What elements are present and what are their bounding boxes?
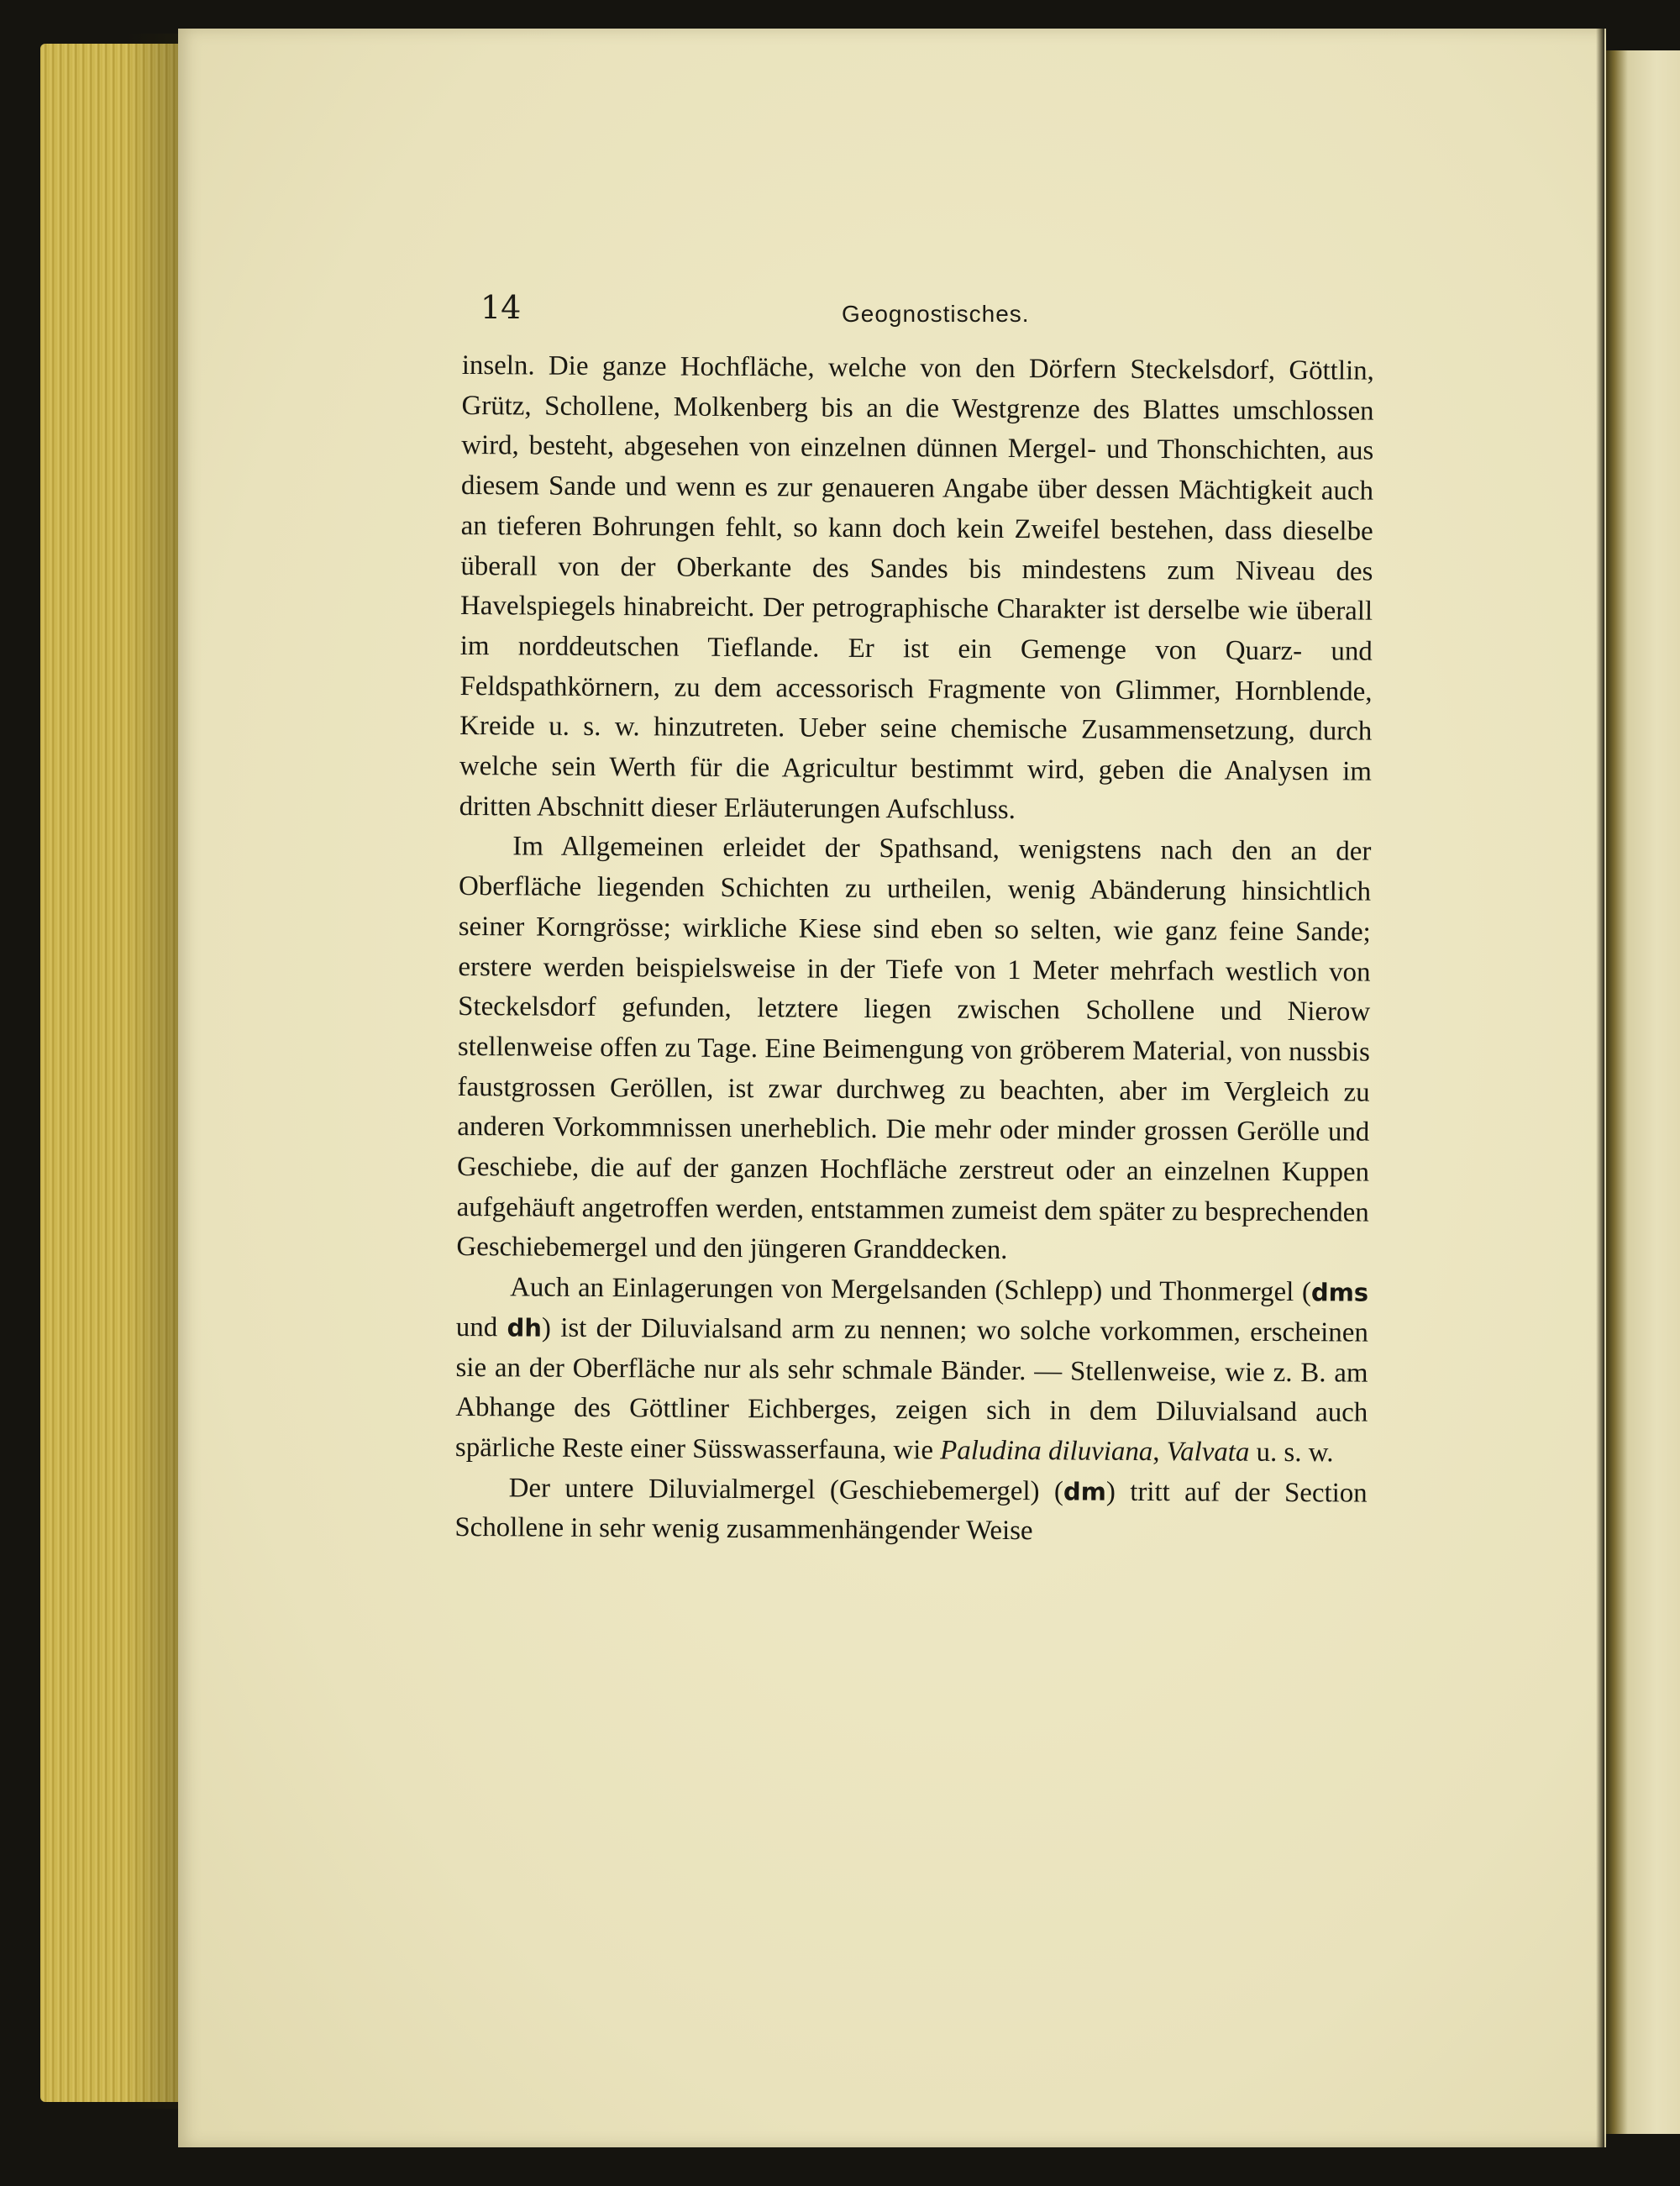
map-symbol-dms: dms: [1310, 1278, 1369, 1307]
paragraph-3-text-b: und: [455, 1311, 507, 1343]
paragraph-4: [454, 1469, 1368, 1554]
species-name-valvata: Valvata: [1166, 1437, 1250, 1468]
paragraph-4-text-a: Der untere Diluvialmergel (Geschiebemergel) (: [508, 1473, 1064, 1507]
paragraph-4-text-b: ) tritt auf der Section Schollene in sehr wenig zusammenhängender Weise: [454, 1476, 1368, 1547]
paragraph-3: [455, 1268, 1368, 1474]
gutter-shadow: [1596, 29, 1604, 2147]
paragraph-2: Im Allgemeinen erleidet der Spathsand, wenigstens nach den an der Oberfläche liegenden Schichten zu urtheilen, wenig Abänderung hinsichtlich seiner Korngrösse; wirkliche Kiese sind eben so selten, wie ganz feine Sande; erstere werden beispielsweise in der Tiefe von 1 Meter mehrfach westlich von Steckelsdorf gefunden, letztere liegen zwischen Schollene und Nierow stellenweise offen zu Tage. Eine Beimengung von gröberem Material, von nussbis faustgrossen Geröllen, ist zwar durchweg zu beachten, aber im Vergleich zu anderen Vorkommnissen unerheblich. Die mehr oder minder grossen Gerölle und Geschiebe, die auf der ganzen Hochfläche zerstreut oder an einzelnen Kuppen aufgehäuft angetroffen werden, entstammen zumeist dem später zu besprechenden Geschiebemergel und den jüngeren Granddecken.: [456, 831, 1372, 1266]
paragraph-3-text-e: u. s. w.: [1249, 1437, 1334, 1469]
body-text: [454, 346, 1374, 1554]
paragraph-3-text-a: Auch an Einlagerungen von Mergelsanden (Schlepp) und Thonmergel (: [510, 1272, 1311, 1308]
paragraph-3-text-d: ,: [1152, 1437, 1167, 1468]
paragraph-1: inseln. Die ganze Hochfläche, welche von den Dörfern Steckelsdorf, Göttlin, Grütz, Schollene, Molkenberg bis an die Westgrenze des Blattes umschlossen wird, besteht, abgesehen von einzelnen dünnen Mergel- und Thonschichten, aus diesem Sande und wenn es zur genaueren Angabe über dessen Mächtigkeit auch an tieferen Bohrungen fehlt, so kann doch kein Zweifel bestehen, dass dieselbe überall von der Oberkante des Sandes bis mindestens zum Niveau des Havelspiegels hinabreicht. Der petrographische Charakter ist derselbe wie überall im norddeutschen Tieflande. Er ist ein Gemenge von Quarz- und Feldspathkörnern, zu dem accessorisch Fragmente von Glimmer, Hornblende, Kreide u. s. w. hinzutreten. Ueber seine chemische Zusammensetzung, durch welche sein Werth für die Agricultur bestimmt wird, geben die Analysen im dritten Abschnitt dieser Erläuterungen Aufschluss.: [459, 349, 1374, 825]
page-number: 14: [480, 289, 522, 326]
running-head: [480, 282, 1404, 333]
paragraph-3-text-c: ) ist der Diluvialsand arm zu nennen; wo solche vorkommen, erscheinen sie an der Oberfläche nur als sehr schmale Bänder. — Stellenweise, wie z. B. am Abhange des Göttliner Eichberges, zeigen sich in dem Diluvialsand auch spärliche Reste einer Süsswasserfauna, wie: [454, 1312, 1368, 1466]
page-edge-shadow: [126, 34, 185, 2109]
facing-page-edge: [1606, 50, 1680, 2134]
page-heading: Geognostisches.: [842, 301, 1030, 327]
map-symbol-dh: dh: [507, 1313, 543, 1343]
species-name-paludina: Paludina diluviana: [940, 1435, 1153, 1468]
map-symbol-dm: dm: [1063, 1477, 1107, 1506]
